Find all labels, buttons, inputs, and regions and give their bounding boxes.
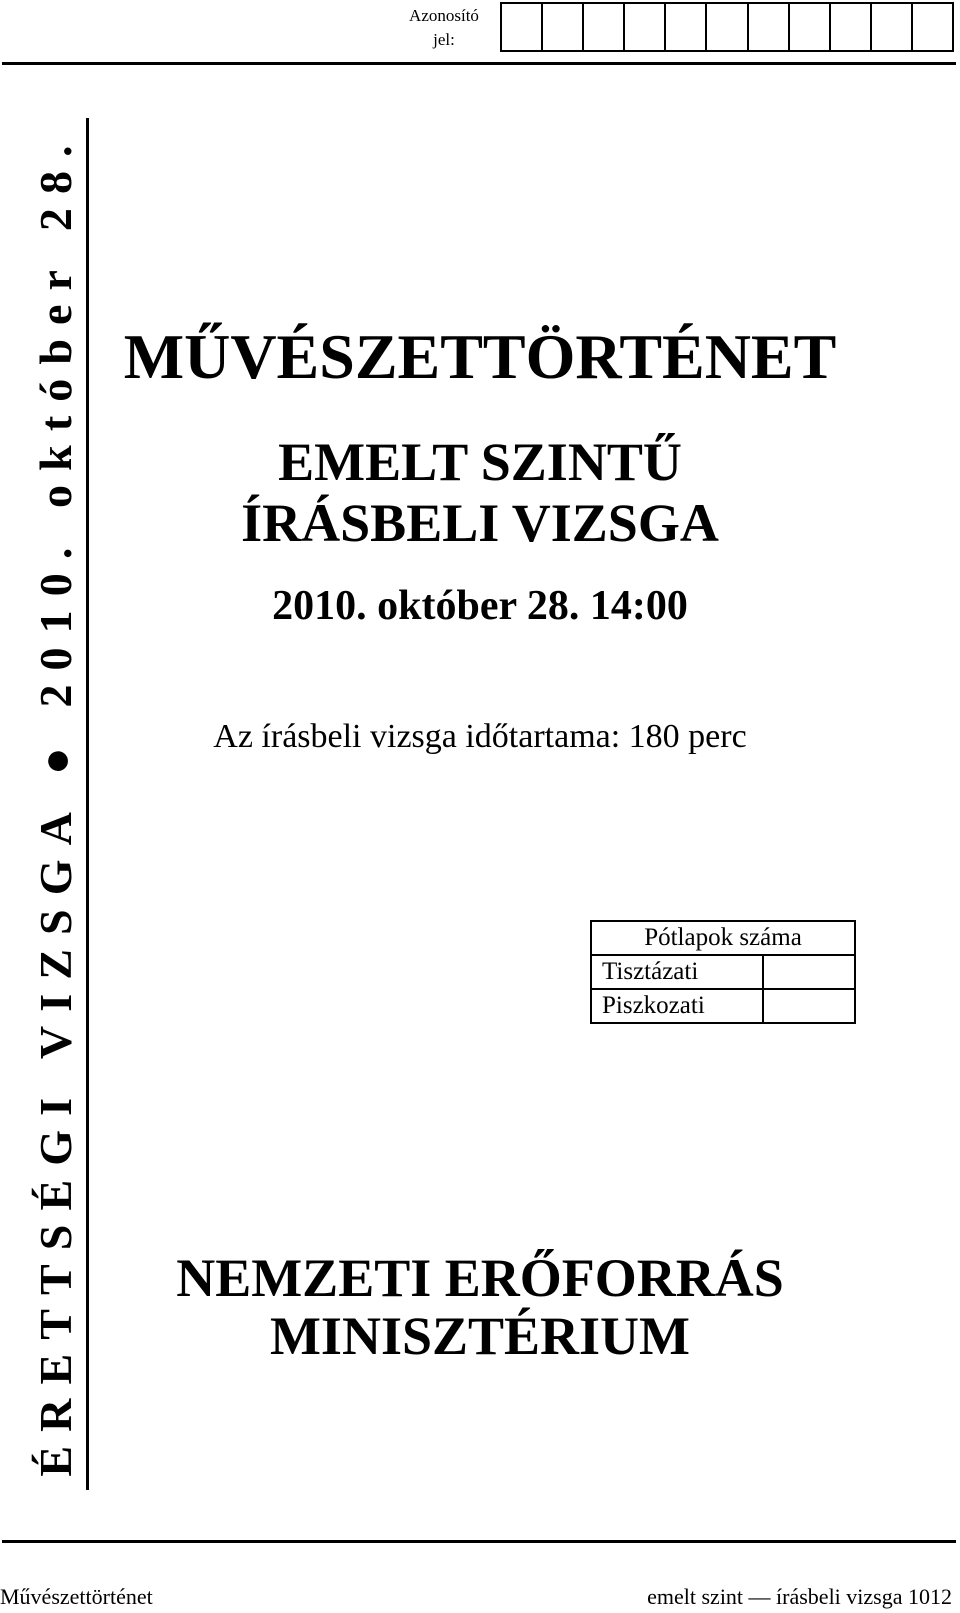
id-code-box[interactable] xyxy=(913,4,954,50)
id-label xyxy=(398,4,490,52)
ministry-name-line1: NEMZETI ERŐFORRÁS xyxy=(176,1248,784,1308)
page-title: MŰVÉSZETTÖRTÉNET xyxy=(123,321,837,392)
id-label-line1: Azonosító xyxy=(409,6,479,25)
side-divider xyxy=(86,118,89,1490)
top-divider xyxy=(2,62,956,65)
side-banner-text: ÉRETTSÉGI VIZSGA ● 2010. október 28. xyxy=(30,131,81,1477)
id-code-boxes[interactable] xyxy=(500,2,954,52)
id-code-box[interactable] xyxy=(749,4,790,50)
table-row xyxy=(591,989,855,1023)
id-code-box[interactable] xyxy=(502,4,543,50)
id-code-box[interactable] xyxy=(625,4,666,50)
id-code-box[interactable] xyxy=(790,4,831,50)
exam-type: ÍRÁSBELI VIZSGA xyxy=(241,493,719,553)
footer-subject: Művészettörténet xyxy=(0,1584,153,1609)
footer-exam-info: emelt szint — írásbeli vizsga 1012 xyxy=(647,1584,952,1609)
extra-sheets-value-draft[interactable] xyxy=(763,989,855,1023)
extra-sheets-label-clean: Tisztázati xyxy=(591,955,763,989)
id-label-line2: jel: xyxy=(433,30,455,49)
bottom-divider xyxy=(2,1540,956,1543)
id-code-box[interactable] xyxy=(872,4,913,50)
id-code-box[interactable] xyxy=(584,4,625,50)
extra-sheets-label-draft: Piszkozati xyxy=(591,989,763,1023)
exam-datetime: 2010. október 28. 14:00 xyxy=(272,583,688,629)
id-code-box[interactable] xyxy=(543,4,584,50)
extra-sheets-header: Pótlapok száma xyxy=(591,921,855,955)
ministry-name-line2: MINISZTÉRIUM xyxy=(269,1306,691,1366)
id-code-box[interactable] xyxy=(707,4,748,50)
extra-sheets-value-clean[interactable] xyxy=(763,955,855,989)
exam-duration: Az írásbeli vizsga időtartama: 180 perc xyxy=(213,718,747,755)
exam-level: EMELT SZINTŰ xyxy=(278,432,682,492)
id-code-box[interactable] xyxy=(666,4,707,50)
side-banner xyxy=(26,118,86,1490)
table-row xyxy=(591,955,855,989)
id-code-box[interactable] xyxy=(831,4,872,50)
extra-sheets-table xyxy=(590,920,856,1024)
